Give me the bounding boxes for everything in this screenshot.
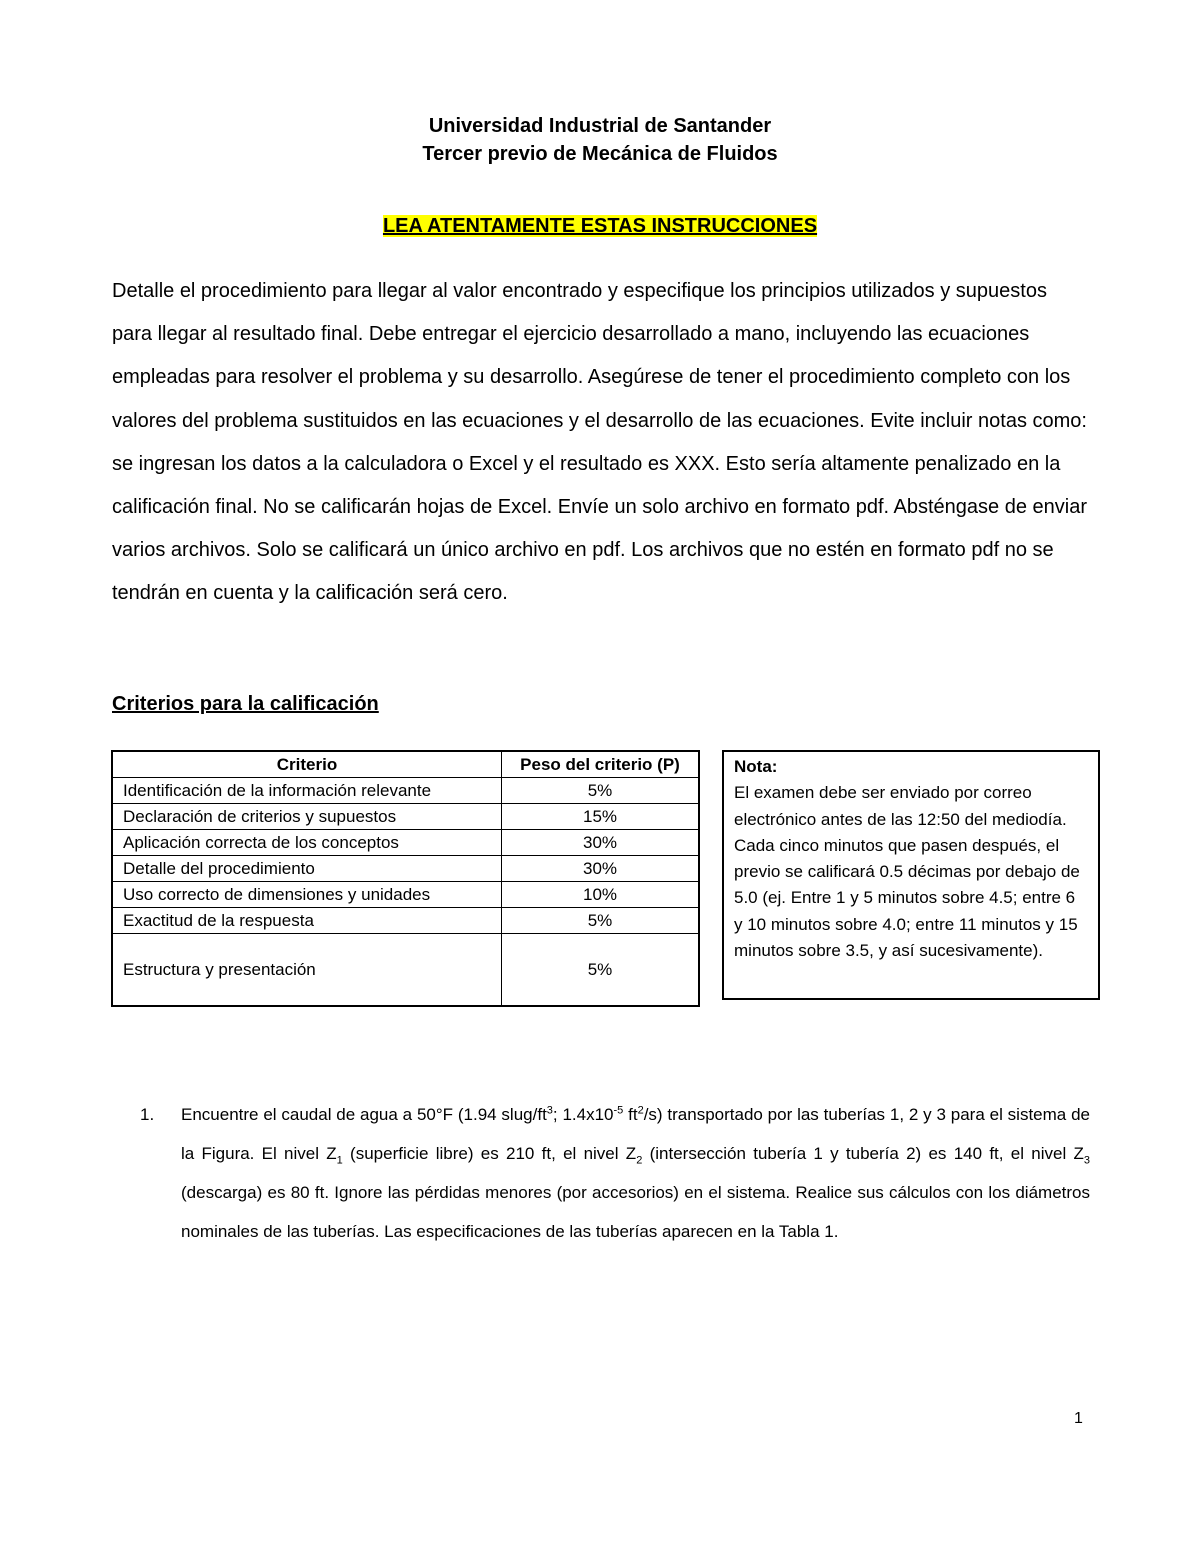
note-title: Nota: (734, 757, 778, 776)
problem-text-part: ; 1.4x10 (552, 1105, 614, 1124)
criterion-cell: Identificación de la información relevante (112, 778, 502, 804)
criterion-cell: Estructura y presentación (112, 934, 502, 1007)
weight-cell: 5% (502, 908, 700, 934)
table-row (112, 830, 699, 856)
superscript: -5 (613, 1104, 624, 1117)
university-title: Universidad Industrial de Santander (428, 115, 772, 137)
criterion-cell: Exactitud de la respuesta (112, 908, 502, 934)
subscript: 2 (636, 1154, 643, 1167)
header-weight: Peso del criterio (P) (502, 751, 700, 778)
weight-cell: 10% (502, 882, 700, 908)
criterion-cell: Aplicación correcta de los conceptos (112, 830, 502, 856)
criterion-cell: Declaración de criterios y supuestos (112, 804, 502, 830)
table-row (112, 856, 699, 882)
problem-text-part: (superficie libre) es 210 ft, el nivel Z (342, 1144, 637, 1163)
criteria-table (111, 750, 700, 1007)
weight-cell: 15% (502, 804, 700, 830)
instructions-paragraph (112, 270, 1092, 616)
problem-text-part: Encuentre el caudal de agua a 50°F (1.94 slug/ft (181, 1105, 547, 1124)
exam-title: Tercer previo de Mecánica de Fluidos (422, 143, 778, 165)
table-row (112, 804, 699, 830)
header-criterion: Criterio (112, 751, 502, 778)
weight-cell: 5% (502, 934, 700, 1007)
subscript: 1 (336, 1154, 343, 1167)
table-row (112, 908, 699, 934)
problem-text-part: /s) transportado por las tuberías 1, 2 y 3 para el sistema de la Figura. El nivel Z (181, 1105, 1090, 1163)
problem-1 (140, 1095, 1090, 1251)
warning-text: LEA ATENTAMENTE ESTAS INSTRUCCIONES (382, 215, 818, 237)
criterion-cell: Detalle del procedimiento (112, 856, 502, 882)
weight-cell: 30% (502, 830, 700, 856)
criterion-cell: Uso correcto de dimensiones y unidades (112, 882, 502, 908)
instructions-warning (0, 215, 1200, 238)
table-header-row (112, 751, 699, 778)
problem-text-part: (descarga) es 80 ft. Ignore las pérdidas menores (por accesorios) en el sistema. Realice sus cálculos con los diámetros nominales de las tuberías. Las especificaciones de las tuberías aparecen en la Tabla 1. (181, 1183, 1090, 1241)
superscript: 2 (637, 1104, 644, 1117)
note-text: El examen debe ser enviado por correo electrónico antes de las 12:50 del mediodía. Cada cinco minutos que pasen después, el previo se calificará 0.5 décimas por debajo de 5.0 (ej. Entre 1 y 5 minutos sobre 4.5; entre 6 y 10 minutos sobre 4.0; entre 11 minutos y 15 minutos sobre 3.5, y así sucesivamente). (734, 783, 1080, 961)
criteria-title: Criterios para la calificación (112, 693, 379, 715)
problem-text-part: ft (623, 1105, 638, 1124)
table-row (112, 934, 699, 1007)
superscript: 3 (546, 1104, 553, 1117)
page-number: 1 (1074, 1410, 1083, 1427)
table-row (112, 778, 699, 804)
instructions-text: Detalle el procedimiento para llegar al valor encontrado y especifique los principios utilizados y supuestos para llegar al resultado final. Debe entregar el ejercicio desarrollado a mano, incluyendo las ecuaciones empleadas para resolver el problema y su desarrollo. Asegúrese de tener el procedimiento completo con los valores del problema sustituidos en las ecuaciones y el desarrollo de las ecuaciones. Evite incluir notas como: se ingresan los datos a la calculadora o Excel y el resultado es XXX. Esto sería altamente penalizado en la calificación final. No se calificarán hojas de Excel. Envíe un solo archivo en formato pdf. Absténgase de enviar varios archivos. Solo se calificará un único archivo en pdf. Los archivos que no estén en formato pdf no se tendrán en cuenta y la calificación será cero. (112, 280, 1087, 605)
problem-number: 1. (140, 1105, 155, 1124)
problem-text-part: (intersección tubería 1 y tubería 2) es 140 ft, el nivel Z (642, 1144, 1084, 1163)
problem-statement (181, 1095, 1090, 1251)
subscript: 3 (1083, 1154, 1090, 1167)
table-row (112, 882, 699, 908)
weight-cell: 30% (502, 856, 700, 882)
weight-cell: 5% (502, 778, 700, 804)
note-box (722, 750, 1100, 1000)
